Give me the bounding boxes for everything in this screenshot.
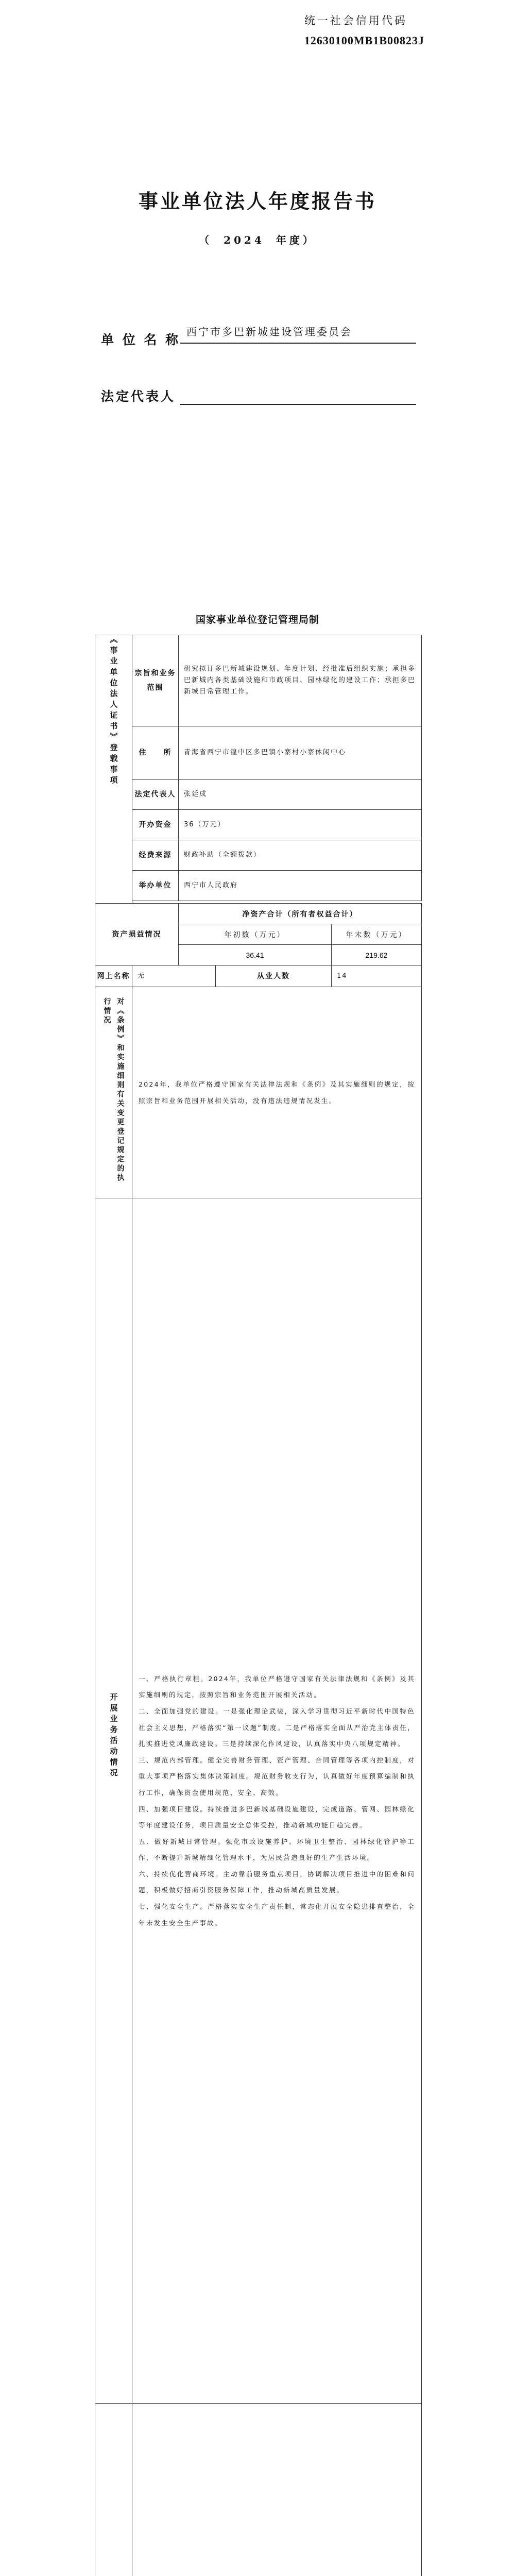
business-text-continued: [132, 2404, 422, 2576]
year-open: （: [199, 234, 213, 246]
compliance-label: 对《条例》和实施细则有关变更登记规定的执行情况: [102, 997, 125, 1183]
rep-value: 张廷成: [179, 779, 422, 809]
net-assets-header: 净资产合计（所有者权益合计）: [179, 904, 422, 924]
address-value: 青海省西宁市湟中区多巴镇小寨村小寨休闲中心: [179, 726, 422, 779]
source-label: 经费来源: [132, 840, 179, 870]
rep-label: 法定代表人: [132, 779, 179, 809]
year-unit: 年度）: [276, 234, 316, 246]
web-name-label: 网上名称: [95, 965, 132, 987]
purpose-label-cell: [132, 635, 179, 726]
credit-code-label: 统一社会信用代码: [304, 14, 407, 27]
purpose-label: 宗旨和业务范围: [134, 669, 176, 692]
web-name-value: 无: [132, 965, 216, 987]
assets-section-cell: [95, 904, 179, 965]
unit-name-label: 单 位 名 称: [101, 332, 181, 347]
address-label: 住 所: [132, 726, 179, 779]
source-value: 财政补助（全额拨款）: [179, 840, 422, 870]
cover-page: [0, 0, 515, 623]
credit-code-block: [304, 12, 424, 47]
report-year: [0, 232, 515, 247]
compliance-label-cell: [95, 987, 132, 1198]
credit-code-value: 12630100MB1B00823J: [304, 34, 424, 47]
business-continued-cell: [95, 2404, 132, 2576]
begin-label: 年初数（万元）: [179, 924, 332, 945]
business-text: 一、严格执行章程。2024年，我单位严格遵守国家有关法律法规和《条例》及其实施细则的规定，按照宗旨和业务范围开展相关活动。 二、全面加强党的建设。一是强化理论武装，深入学习贯彻习近平新时代中国特色社会主义思想，严格落实“第一议题”制度。二是严格落实全面从严治党主体责任，扎实推进党风廉政建设。三是持续深化作风建设，认真落实中央八项规定精神。 三、规范内部管理。健全完善财务管理、资产管理、合同管理等各项内控制度，对重大事项严格落实集体决策制度。规范财务收支行为，认真做好年度预算编制和执行工作，确保资金使用规范、安全、高效。 四、加强项目建设。持续推进多巴新城基础设施建设，完成道路、管网、园林绿化等年度建设任务，项目质量安全总体受控，推动新城功能日趋完善。 五、做好新城日常管理。强化市政设施养护、环境卫生整治、园林绿化管护等工作，不断提升新城精细化管理水平，为居民营造良好的生产生活环境。 六、持续优化营商环境。主动靠前服务重点项目，协调解决项目推进中的困难和问题，积极做好招商引资服务保障工作，推动新城高质量发展。 七、强化安全生产。严格落实安全生产责任制，常态化开展安全隐患排查整治，全年未发生安全生产事故。: [132, 1198, 422, 2404]
staff-count-label: 从业人数: [216, 965, 332, 987]
sponsor-value: 西宁市人民政府: [179, 870, 422, 901]
registered-section-label: 《事业单位法人证书》登载事项: [109, 635, 118, 787]
unit-name-value: 西宁市多巴新城建设管理委员会: [180, 324, 416, 344]
assets-section-label: 资产损益情况: [112, 930, 162, 939]
funding-value: 36（万元）: [179, 809, 422, 840]
issuer-text: 国家事业单位登记管理局制: [195, 614, 319, 625]
registered-section-cell: [95, 635, 132, 904]
legal-rep-label: 法定代表人: [101, 389, 176, 404]
end-value: 219.62: [332, 945, 422, 965]
funding-label: 开办资金: [132, 809, 179, 840]
business-label-cell: [95, 1198, 132, 2404]
begin-value: 36.41: [179, 945, 332, 965]
business-label: 开展业务活动情况: [109, 1692, 118, 1780]
compliance-text: 2024年，我单位严格遵守国家有关法律法规和《条例》及其实施细则的规定，按照宗旨和业务范围开展相关活动，没有违法违规情况发生。: [132, 987, 422, 1198]
staff-count-value: 14: [332, 965, 422, 987]
document-title: 事业单位法人年度报告书: [138, 190, 376, 213]
report-table: [95, 635, 422, 2576]
year-value: 2024: [224, 234, 265, 246]
purpose-value: 研究拟订多巴新城建设规划、年度计划、经批准后组织实施；承担多巴新城内各类基础设施和市政项目、园林绿化的建设工作；承担多巴新城日常管理工作。: [179, 635, 422, 726]
sponsor-label: 举办单位: [132, 870, 179, 901]
end-label: 年末数（万元）: [332, 924, 422, 945]
legal-rep-line: [180, 404, 416, 405]
